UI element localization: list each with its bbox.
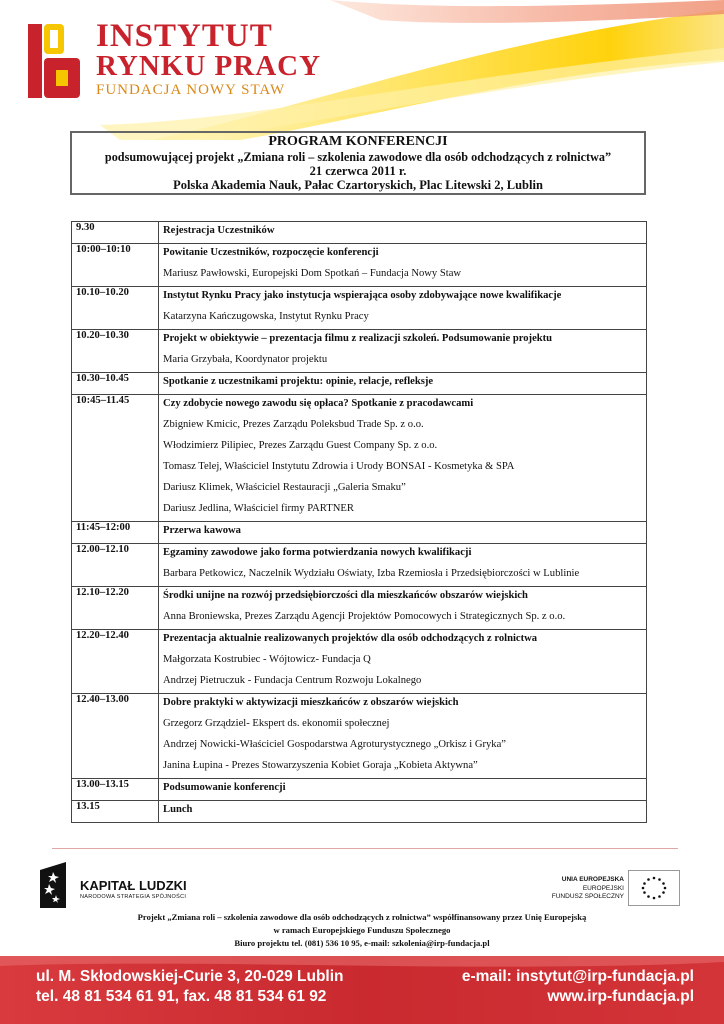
agenda-time: 10:45–11.45 bbox=[72, 395, 159, 522]
footer-divider bbox=[52, 848, 678, 849]
agenda-speaker: Tomasz Telej, Właściciel Instytutu Zdrowia i Urody BONSAI - Kosmetyka & SPA bbox=[163, 461, 515, 472]
program-title: PROGRAM KONFERENCJI bbox=[268, 134, 448, 149]
agenda-row bbox=[72, 244, 647, 287]
agenda-speaker: Włodzimierz Pilipiec, Prezes Zarządu Guest Company Sp. z o.o. bbox=[163, 440, 438, 451]
kapital-ludzki-logo-icon bbox=[40, 862, 74, 908]
agenda-table bbox=[71, 221, 647, 823]
eu-subtitle-line2: FUNDUSZ SPOŁECZNY bbox=[551, 893, 624, 900]
agenda-title: Spotkanie z uczestnikami projektu: opinie, relacje, refleksje bbox=[163, 376, 434, 387]
agenda-speaker: Małgorzata Kostrubiec - Wójtowicz- Fundacja Q bbox=[163, 654, 371, 665]
agenda-title: Czy zdobycie nowego zawodu się opłaca? Spotkanie z pracodawcami bbox=[163, 398, 474, 409]
agenda-speaker: Janina Łupina - Prezes Stowarzyszenia Kobiet Goraja „Kobieta Aktywna” bbox=[163, 760, 478, 771]
agenda-content bbox=[159, 801, 647, 823]
agenda-row bbox=[72, 330, 647, 373]
agenda-content bbox=[159, 779, 647, 801]
program-subtitle: podsumowującej projekt „Zmiana roli – szkolenia zawodowe dla osób odchodzących z rolnictwa” bbox=[104, 150, 612, 164]
agenda-time: 12.00–12.10 bbox=[72, 544, 159, 587]
agenda-content bbox=[159, 330, 647, 373]
agenda-time: 11:45–12:00 bbox=[72, 522, 159, 544]
agenda-title: Instytut Rynku Pracy jako instytucja wspierająca osoby zdobywające nowe kwalifikacje bbox=[163, 290, 562, 301]
agenda-row bbox=[72, 373, 647, 395]
org-name-line1: INSTYTUT bbox=[96, 18, 273, 54]
agenda-speaker: Katarzyna Kańczugowska, Instytut Rynku Pracy bbox=[163, 311, 369, 322]
agenda-row bbox=[72, 544, 647, 587]
footer-email[interactable]: e-mail: instytut@irp-fundacja.pl bbox=[461, 968, 694, 985]
agenda-content bbox=[159, 373, 647, 395]
agenda-content bbox=[159, 694, 647, 779]
org-name-line2: RYNKU PRACY bbox=[96, 50, 322, 82]
agenda-time: 12.40–13.00 bbox=[72, 694, 159, 779]
eu-flag-icon bbox=[628, 870, 680, 906]
agenda-time: 10.10–10.20 bbox=[72, 287, 159, 330]
footer-address: ul. M. Skłodowskiej-Curie 3, 20-029 Lublin bbox=[36, 968, 344, 985]
agenda-row bbox=[72, 630, 647, 694]
irp-logo-icon bbox=[26, 22, 86, 100]
agenda-title: Dobre praktyki w aktywizacji mieszkańców z obszarów wiejskich bbox=[163, 697, 459, 708]
project-office-contact: Biuro projektu tel. (081) 536 10 95, e-mail: szkolenia@irp-fundacja.pl bbox=[234, 938, 490, 948]
agenda-time: 12.10–12.20 bbox=[72, 587, 159, 630]
agenda-title: Lunch bbox=[163, 804, 193, 815]
agenda-time: 13.00–13.15 bbox=[72, 779, 159, 801]
agenda-content bbox=[159, 222, 647, 244]
agenda-time: 9.30 bbox=[72, 222, 159, 244]
agenda-content bbox=[159, 244, 647, 287]
agenda-time: 13.15 bbox=[72, 801, 159, 823]
project-fund-note: w ramach Europejskiego Funduszu Społecznego bbox=[273, 925, 451, 935]
agenda-speaker: Maria Grzybała, Koordynator projektu bbox=[163, 354, 328, 365]
agenda-row bbox=[72, 801, 647, 823]
agenda-content bbox=[159, 395, 647, 522]
kapital-ludzki-title: KAPITAŁ LUDZKI bbox=[80, 878, 187, 893]
agenda-speaker: Anna Broniewska, Prezes Zarządu Agencji Projektów Pomocowych i Strategicznych Sp. z o.o. bbox=[163, 611, 566, 622]
agenda-row bbox=[72, 222, 647, 244]
agenda-speaker: Mariusz Pawłowski, Europejski Dom Spotkań – Fundacja Nowy Staw bbox=[163, 268, 462, 279]
agenda-table-body bbox=[72, 222, 647, 823]
agenda-row bbox=[72, 694, 647, 779]
agenda-speaker: Grzegorz Grządziel- Ekspert ds. ekonomii społecznej bbox=[163, 718, 390, 729]
agenda-speaker: Barbara Petkowicz, Naczelnik Wydziału Oświaty, Izba Rzemiosła i Przedsiębiorczości w Lublinie bbox=[163, 568, 580, 579]
agenda-speaker: Andrzej Pietruczuk - Fundacja Centrum Rozwoju Lokalnego bbox=[163, 675, 422, 686]
footer-website[interactable]: www.irp-fundacja.pl bbox=[547, 988, 694, 1005]
agenda-speaker: Andrzej Nowicki-Właściciel Gospodarstwa Agroturystycznego „Orkisz i Gryka” bbox=[163, 739, 507, 750]
eu-title: UNIA EUROPEJSKA bbox=[561, 876, 624, 883]
eu-subtitle-line1: EUROPEJSKI bbox=[582, 885, 624, 892]
agenda-time: 10.20–10.30 bbox=[72, 330, 159, 373]
agenda-content bbox=[159, 587, 647, 630]
agenda-title: Prezentacja aktualnie realizowanych projektów dla osób odchodzących z rolnictwa bbox=[163, 633, 538, 644]
agenda-title: Projekt w obiektywie – prezentacja filmu z realizacji szkoleń. Podsumowanie projektu bbox=[163, 333, 553, 344]
agenda-title: Podsumowanie konferencji bbox=[163, 782, 286, 793]
org-name-line3: FUNDACJA NOWY STAW bbox=[96, 82, 286, 98]
agenda-time: 10.30–10.45 bbox=[72, 373, 159, 395]
agenda-time: 10:00–10:10 bbox=[72, 244, 159, 287]
agenda-speaker: Dariusz Klimek, Właściciel Restauracji „Galeria Smaku” bbox=[163, 482, 406, 493]
project-cofinancing-note: Projekt „Zmiana roli – szkolenia zawodowe dla osób odchodzących z rolnictwa” współfinansowany przez Unię Europejską bbox=[137, 912, 587, 922]
agenda-speaker: Zbigniew Kmicic, Prezes Zarządu Poleksbud Trade Sp. z o.o. bbox=[163, 419, 424, 430]
agenda-title: Przerwa kawowa bbox=[163, 525, 241, 536]
agenda-speaker: Dariusz Jedlina, Właściciel firmy PARTNER bbox=[163, 503, 354, 514]
eu-subtitle bbox=[548, 885, 624, 901]
program-venue: Polska Akademia Nauk, Pałac Czartoryskich, Plac Litewski 2, Lublin bbox=[173, 178, 543, 192]
agenda-time: 12.20–12.40 bbox=[72, 630, 159, 694]
agenda-content bbox=[159, 287, 647, 330]
agenda-title: Egzaminy zawodowe jako forma potwierdzania nowych kwalifikacji bbox=[163, 547, 472, 558]
agenda-row bbox=[72, 587, 647, 630]
agenda-row bbox=[72, 287, 647, 330]
agenda-title: Środki unijne na rozwój przedsiębiorczości dla mieszkańców obszarów wiejskich bbox=[163, 590, 528, 601]
program-date: 21 czerwca 2011 r. bbox=[309, 164, 407, 178]
agenda-content bbox=[159, 544, 647, 587]
agenda-row bbox=[72, 395, 647, 522]
agenda-row bbox=[72, 779, 647, 801]
agenda-title: Rejestracja Uczestników bbox=[163, 225, 275, 236]
agenda-row bbox=[72, 522, 647, 544]
agenda-title: Powitanie Uczestników, rozpoczęcie konferencji bbox=[163, 247, 379, 258]
footer-phones: tel. 48 81 534 61 91, fax. 48 81 534 61 92 bbox=[36, 988, 327, 1005]
program-header-box bbox=[70, 131, 646, 195]
agenda-content bbox=[159, 630, 647, 694]
kapital-ludzki-subtitle: NARODOWA STRATEGIA SPÓJNOŚCI bbox=[80, 894, 187, 900]
agenda-content bbox=[159, 522, 647, 544]
